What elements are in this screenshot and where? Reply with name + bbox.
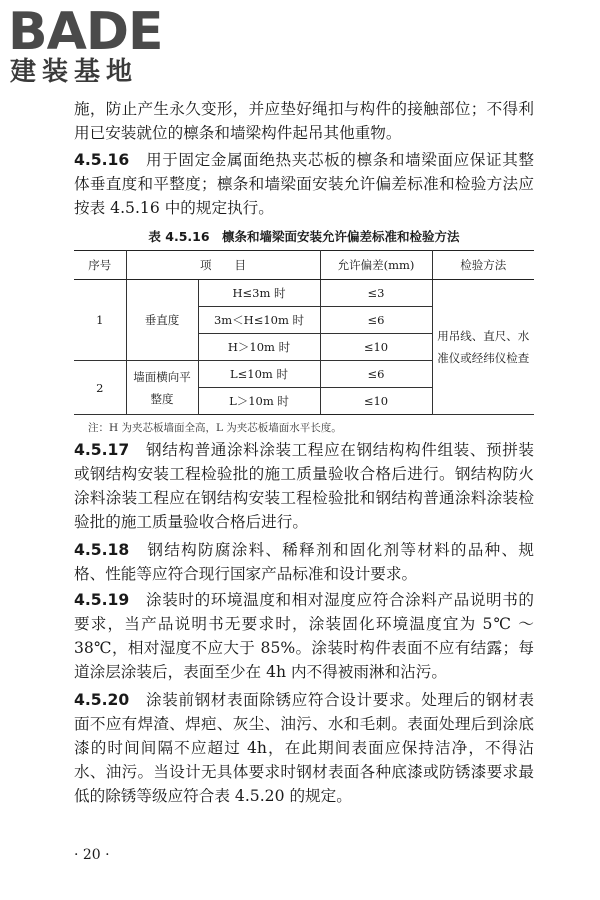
logo-subtitle: 建装基地 (10, 57, 139, 87)
clause-text: 涂装时的环境温度和相对湿度应符合涂料产品说明书的要求，当产品说明书无要求时，涂装固化环境温度宜为 5℃ ～ 38℃，相对湿度不应大于 85%。涂装时构件表面不应有结露；每道涂层涂装后，表面至少在 4h 内不得被雨淋和沾污。 (74, 591, 534, 681)
clause-text: 用于固定金属面绝热夹芯板的檩条和墙梁面应保证其整体垂直度和平整度；檩条和墙梁面安装允许偏差标准和检验方法应按表 4.5.16 中的规定执行。 (74, 151, 534, 217)
row-tolerance: ≤6 (320, 361, 432, 388)
clause-number: 4.5.16 (74, 151, 130, 169)
header-tolerance: 允许偏差(mm) (320, 251, 432, 280)
clause-number: 4.5.19 (74, 591, 130, 609)
row-no: 1 (74, 280, 126, 361)
row-item-name: 垂直度 (126, 280, 198, 361)
row-item-name: 墙面横向平整度 (126, 361, 198, 415)
page-number: · 20 · (74, 847, 110, 863)
row-tolerance: ≤10 (320, 388, 432, 415)
row-condition: 3m＜H≤10m 时 (198, 307, 320, 334)
paragraph-continued (74, 97, 534, 145)
clause-text: 钢结构普通涂料涂装工程应在钢结构构件组装、预拼装或钢结构安装工程检验批的施工质量验收合格后进行。钢结构防火涂料涂装工程应在钢结构安装工程检验批和钢结构普通涂料涂装检验批的施工质量验收合格后进行。 (74, 441, 534, 531)
clause-text: 钢结构防腐涂料、稀释剂和固化剂等材料的品种、规格、性能等应符合现行国家产品标准和设计要求。 (74, 541, 534, 583)
paragraph-text: 施，防止产生永久变形，并应垫好绳扣与构件的接触部位；不得利用已安装就位的檩条和墙梁构件起吊其他重物。 (74, 100, 534, 142)
row-tolerance: ≤6 (320, 307, 432, 334)
clause-4-5-18 (74, 538, 534, 586)
row-no: 2 (74, 361, 126, 415)
row-condition: L＞10m 时 (198, 388, 320, 415)
row-condition: L≤10m 时 (198, 361, 320, 388)
row-tolerance: ≤10 (320, 334, 432, 361)
table-note: 注：H 为夹芯板墙面全高，L 为夹芯板墙面水平长度。 (88, 422, 342, 434)
clause-4-5-20 (74, 688, 534, 808)
logo-wordmark: BADE (8, 2, 163, 62)
header-item: 项 目 (126, 251, 320, 280)
row-tolerance: ≤3 (320, 280, 432, 307)
table-row (74, 280, 534, 307)
header-no: 序号 (74, 251, 126, 280)
table-title: 表 4.5.16 檩条和墙梁面安装允许偏差标准和检验方法 (148, 229, 460, 244)
row-condition: H≤3m 时 (198, 280, 320, 307)
row-condition: H＞10m 时 (198, 334, 320, 361)
clause-number: 4.5.20 (74, 691, 130, 709)
clause-text: 涂装前钢材表面除锈应符合设计要求。处理后的钢材表面不应有焊渣、焊疤、灰尘、油污、水和毛刺。表面处理后到涂底漆的时间间隔不应超过 4h，在此期间表面应保持洁净，不得沾水、油污。当设计无具体要求时钢材表面各种底漆或防锈漆要求最低的除锈等级应符合表 4.5.20 的规定。 (74, 691, 534, 805)
clause-number: 4.5.18 (74, 541, 130, 559)
clause-4-5-16 (74, 148, 534, 220)
clause-4-5-19 (74, 588, 534, 684)
bade-logo (8, 2, 198, 88)
header-method: 检验方法 (432, 251, 534, 280)
tolerance-table (74, 250, 534, 415)
clause-4-5-17 (74, 438, 534, 534)
table-header-row (74, 251, 534, 280)
clause-number: 4.5.17 (74, 441, 130, 459)
inspection-method: 用吊线、直尺、水准仪或经纬仪检查 (432, 280, 534, 415)
